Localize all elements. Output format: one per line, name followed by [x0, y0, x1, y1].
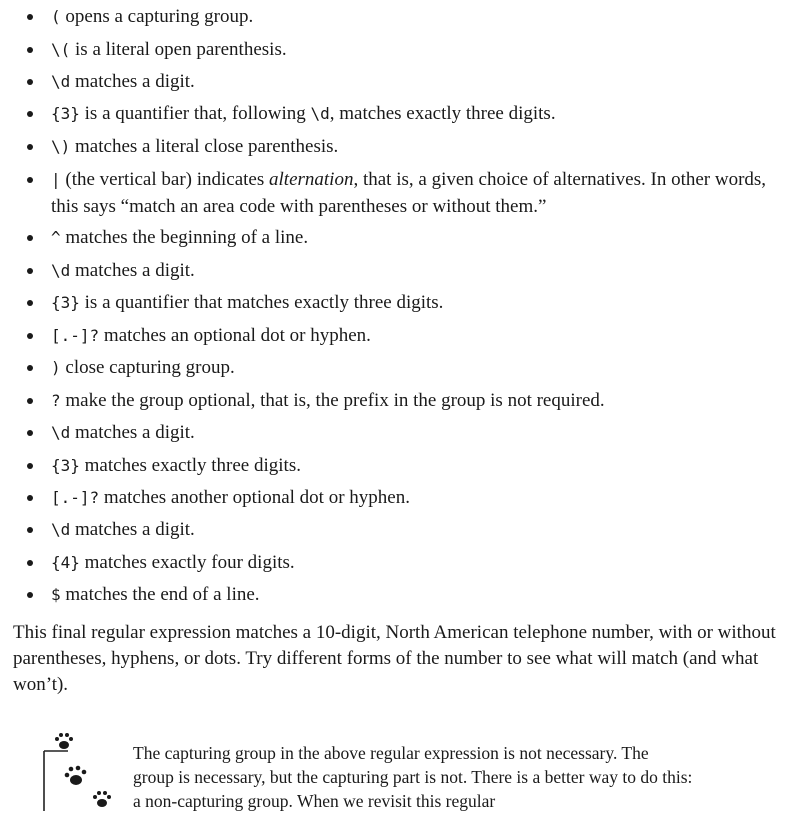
regex-token: \d	[51, 520, 71, 539]
bullet-dot	[27, 14, 33, 20]
list-item	[0, 547, 800, 579]
list-item	[0, 98, 800, 130]
bullet-dot	[27, 495, 33, 501]
bullet-dot	[27, 300, 33, 306]
list-item	[0, 320, 800, 352]
emphasis-term: alternation	[269, 169, 354, 190]
bullet-dot	[27, 268, 33, 274]
list-item-text: ) close capturing group.	[51, 357, 235, 378]
regex-token: (	[51, 7, 61, 26]
regex-token: \d	[51, 423, 71, 442]
regex-token: \(	[51, 40, 71, 59]
bullet-dot	[27, 398, 33, 404]
bullet-dot	[27, 365, 33, 371]
bullet-dot	[27, 111, 33, 117]
regex-token: ^	[51, 228, 61, 247]
list-item-text: {3} is a quantifier that matches exactly three digits.	[51, 292, 444, 313]
list-item	[0, 579, 800, 611]
list-item	[0, 164, 800, 222]
bullet-dot	[27, 47, 33, 53]
list-item-text: {4} matches exactly four digits.	[51, 552, 295, 573]
bullet-dot	[27, 430, 33, 436]
regex-token: )	[51, 358, 61, 377]
regex-token: {3}	[51, 293, 80, 312]
list-item-text: \d matches a digit.	[51, 71, 195, 92]
list-item-text: ( opens a capturing group.	[51, 6, 254, 27]
list-item-text: \d matches a digit.	[51, 260, 195, 281]
list-item-text: [.-]? matches another optional dot or hyphen.	[51, 487, 410, 508]
bullet-dot	[27, 144, 33, 150]
list-item-text: {3} is a quantifier that, following \d, matches exactly three digits.	[51, 103, 556, 124]
regex-token: \d	[51, 72, 71, 91]
list-item	[0, 222, 800, 254]
list-item	[0, 34, 800, 66]
list-item	[0, 385, 800, 417]
note-box	[0, 725, 800, 811]
list-item-text: [.-]? matches an optional dot or hyphen.	[51, 325, 371, 346]
raccoon-paw-prints-icon	[42, 731, 114, 811]
list-item	[0, 287, 800, 319]
list-item-text: \d matches a digit.	[51, 519, 195, 540]
list-item	[0, 131, 800, 163]
list-item-text: \( is a literal open parenthesis.	[51, 39, 287, 60]
regex-token: ?	[51, 391, 61, 410]
regex-token: {4}	[51, 553, 80, 572]
bullet-dot	[27, 560, 33, 566]
regex-token: |	[51, 170, 61, 189]
list-item	[0, 417, 800, 449]
list-item	[0, 352, 800, 384]
list-item-text: {3} matches exactly three digits.	[51, 455, 301, 476]
bullet-dot	[27, 333, 33, 339]
list-item	[0, 66, 800, 98]
bullet-dot	[27, 463, 33, 469]
list-item-text: \) matches a literal close parenthesis.	[51, 136, 339, 157]
bullet-dot	[27, 527, 33, 533]
bullet-dot	[27, 79, 33, 85]
regex-token: {3}	[51, 104, 80, 123]
list-item-text: $ matches the end of a line.	[51, 584, 260, 605]
regex-token: \d	[310, 104, 330, 123]
list-item	[0, 255, 800, 287]
list-item-text: ^ matches the beginning of a line.	[51, 227, 309, 248]
list-item	[0, 450, 800, 482]
regex-token: {3}	[51, 456, 80, 475]
regex-token: \d	[51, 261, 71, 280]
list-item	[0, 1, 800, 33]
bullet-dot	[27, 592, 33, 598]
body-paragraph: This final regular expression matches a 10-digit, North American telephone number, with or without parentheses, hyphens, or dots. Try different forms of the number to see what will match (and what won’t).	[13, 622, 776, 695]
list-item	[0, 482, 800, 514]
list-item-text: ? make the group optional, that is, the prefix in the group is not required.	[51, 390, 605, 411]
bullet-dot	[27, 235, 33, 241]
bullet-dot	[27, 177, 33, 183]
regex-token: [.-]?	[51, 488, 100, 507]
regex-token: [.-]?	[51, 326, 100, 345]
regex-token: $	[51, 585, 61, 604]
list-item-text: | (the vertical bar) indicates alternation, that is, a given choice of alternatives. In other words, this says “match an area code with parentheses or without them.”	[51, 169, 767, 217]
regex-token: \)	[51, 137, 71, 156]
note-text: The capturing group in the above regular expression is not necessary. The group is necessary, but the capturing part is not. There is a better way to do this: a non-capturing group. When we revisit this regular	[133, 743, 693, 811]
list-item	[0, 514, 800, 546]
list-item-text: \d matches a digit.	[51, 422, 195, 443]
